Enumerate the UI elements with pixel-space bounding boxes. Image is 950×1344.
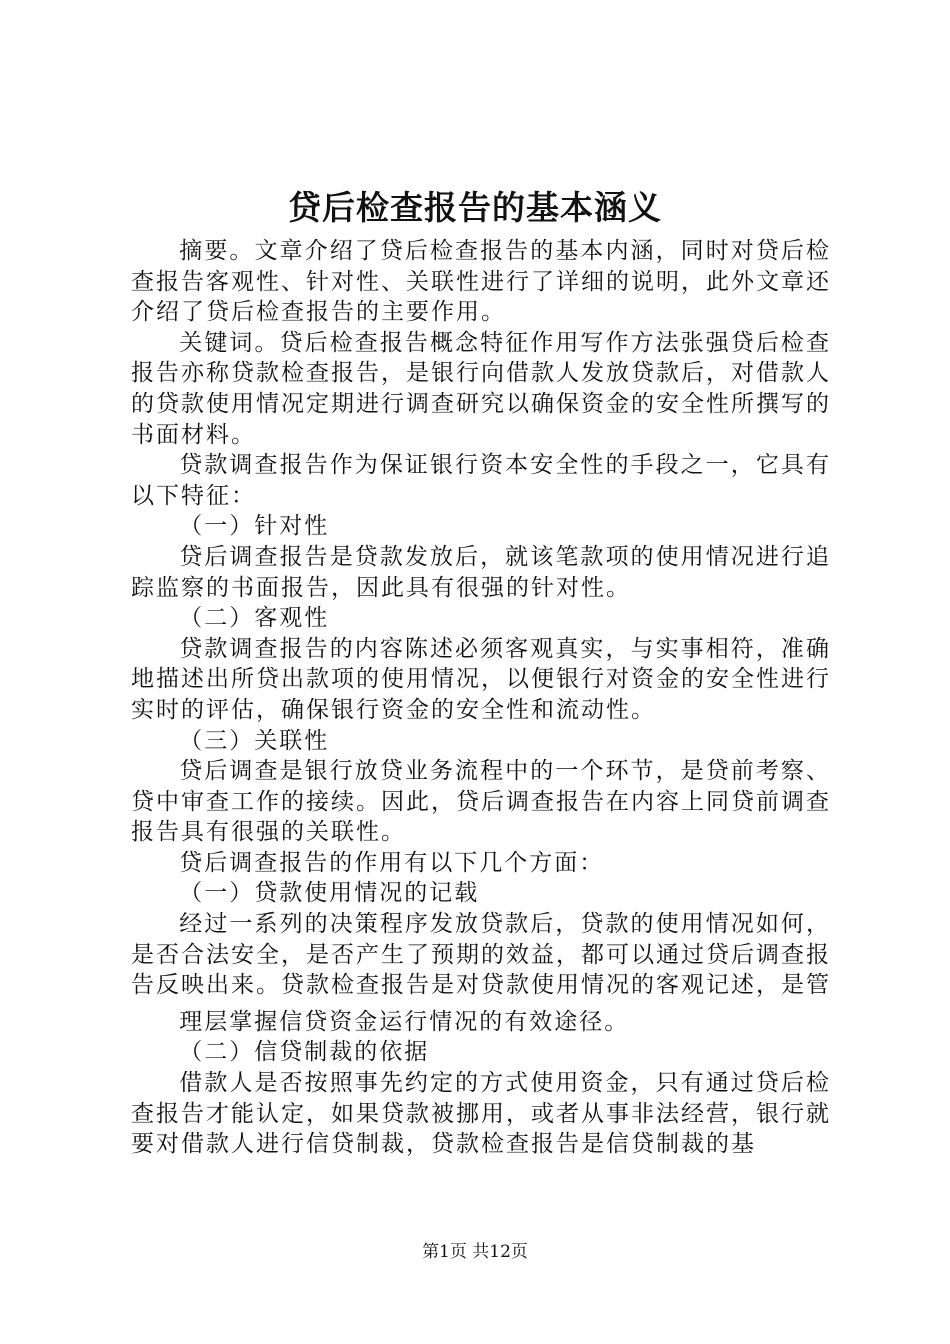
section-heading-record: （一）贷款使用情况的记载 — [179, 880, 480, 907]
section-heading-targeted: （一）针对性 — [179, 513, 330, 540]
paragraph-record-continued: 理层掌握信贷资金运行情况的有效途径。 — [179, 1008, 630, 1035]
paragraph-objective: 贷款调查报告的内容陈述必须客观真实，与实事相符，准确地描述出所贷出款项的使用情况，以便银行对资金的安全性进行实时的评估，确保银行资金的安全性和流动性。 — [131, 635, 831, 723]
document-title: 贷后检查报告的基本涵义 — [288, 188, 662, 227]
paragraph-record: 经过一系列的决策程序发放贷款后，贷款的使用情况如何，是否合法安全，是否产生了预期的效益，都可以通过贷后调查报告反映出来。贷款检查报告是对贷款使用情况的客观记述，是管 — [131, 911, 831, 999]
paragraph-sanction: 借款人是否按照事先约定的方式使用资金，只有通过贷后检查报告才能认定，如果贷款被挪用，或者从事非法经营，银行就要对借款人进行信贷制裁，贷款检查报告是信贷制裁的基 — [131, 1070, 831, 1158]
document-body — [131, 236, 831, 1160]
section-heading-objective: （二）客观性 — [179, 605, 330, 632]
paragraph-abstract: 摘要。文章介绍了贷后检查报告的基本内涵，同时对贷后检查报告客观性、针对性、关联性进行了详细的说明，此外文章还介绍了贷后检查报告的主要作用。 — [131, 238, 831, 326]
page-footer: 第1页 共12页 — [422, 1242, 528, 1262]
paragraph-relevance: 贷后调查是银行放贷业务流程中的一个环节，是贷前考察、贷中审查工作的接续。因此，贷后调查报告在内容上同贷前调查报告具有很强的关联性。 — [131, 758, 831, 846]
paragraph-targeted: 贷后调查报告是贷款发放后，就该笔款项的使用情况进行追踪监察的书面报告，因此具有很强的针对性。 — [131, 543, 831, 601]
paragraph-keywords: 关键词。贷后检查报告概念特征作用写作方法张强贷后检查报告亦称贷款检查报告，是银行向借款人发放贷款后，对借款人的贷款使用情况定期进行调查研究以确保资金的安全性所撰写的书面材料。 — [131, 329, 831, 448]
section-heading-sanction: （二）信贷制裁的依据 — [179, 1039, 430, 1066]
paragraph-functions-intro: 贷后调查报告的作用有以下几个方面： — [179, 849, 605, 876]
paragraph-features-intro: 贷款调查报告作为保证银行资本安全性的手段之一，它具有以下特征： — [131, 452, 831, 509]
section-heading-relevance: （三）关联性 — [179, 727, 330, 754]
